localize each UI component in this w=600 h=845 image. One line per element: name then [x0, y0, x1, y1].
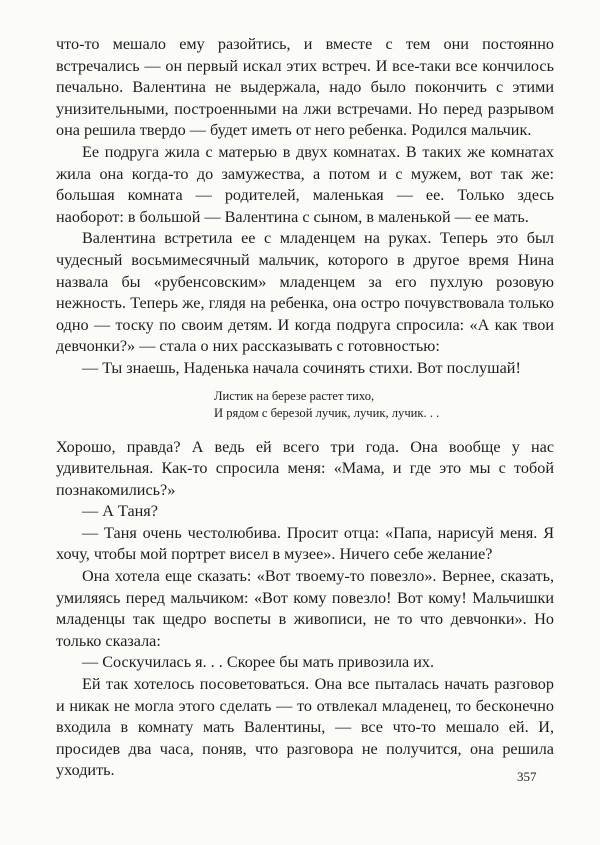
paragraph-8: Она хотела еще сказать: «Вот твоему-то повезло». Вернее, сказать, умиляясь перед мальчиком: «Вот кому повезло! Вот кому! Мальчишки младенцы так щедро воспеты в живописи, не то что девчонки». Но только сказала:: [56, 567, 554, 650]
poem-line-2: И рядом с березой лучик, лучик, лучик. . .: [214, 406, 440, 420]
poem-line-1: Листик на березе растет тихо,: [214, 388, 375, 403]
page-number: 357: [517, 769, 537, 784]
paragraph-10: Ей так хотелось посоветоваться. Она все пыталась начать разговор и никак не могла этого сделать — то отвлекал младенец, то бесконечно входила в комнату мать Валентины, — все что-то мешало ей. И, просидев два часа, поняв, что разговора не получится, она решила уходить.: [56, 675, 554, 780]
paragraph-4: — Ты знаешь, Наденька начала сочинять стихи. Вот послушай!: [82, 358, 521, 377]
paragraph-9: — Соскучилась я. . . Скорее бы мать привозила их.: [82, 653, 435, 672]
paragraph-2: Ее подруга жила с матерью в двух комнатах. В таких же комнатах жила она когда-то до замужества, а потом и с мужем, вот так же: большая комната — родителей, маленькая — ее. Только здесь наоборот: в большой — Валентина с сыном, в маленькой — ее мать.: [56, 142, 554, 226]
paragraph-6: — А Таня?: [82, 502, 158, 521]
paragraph-1: что-то мешало ему разойтись, и вместе с тем они постоянно встречались — он первый искал этих встреч. И все-таки все кончилось печально. Валентина не выдержала, надо было покончить с этими унизительными, построенными на лжи встречами. Но перед разрывом она решила твердо — будет иметь от него ребенка. Родился мальчик.: [56, 35, 554, 140]
paragraph-3: Валентина встретила ее с младенцем на руках. Теперь это был чудесный восьмимесячный мальчик, которого в другое время Нина назвала бы «рубенсовским» младенцем за его пухлую розовую нежность. Теперь же, глядя на ребенка, она остро почувствовала только одно — тоску по своим детям. И когда подруга спросила: «А как твои девчонки?» — стала о них рассказывать с готовностью:: [56, 229, 554, 356]
page-text: [56, 34, 554, 782]
paragraph-5: Хорошо, правда? А ведь ей всего три года. Она вообще у нас удивительная. Как-то спросила меня: «Мама, и где это мы с тобой познакомились?»: [56, 437, 554, 499]
poem: [214, 388, 554, 423]
paragraph-7: — Таня очень честолюбива. Просит отца: «Папа, нарисуй меня. Я хочу, чтобы мой портрет висел в музее». Ничего себе желание?: [56, 523, 554, 564]
